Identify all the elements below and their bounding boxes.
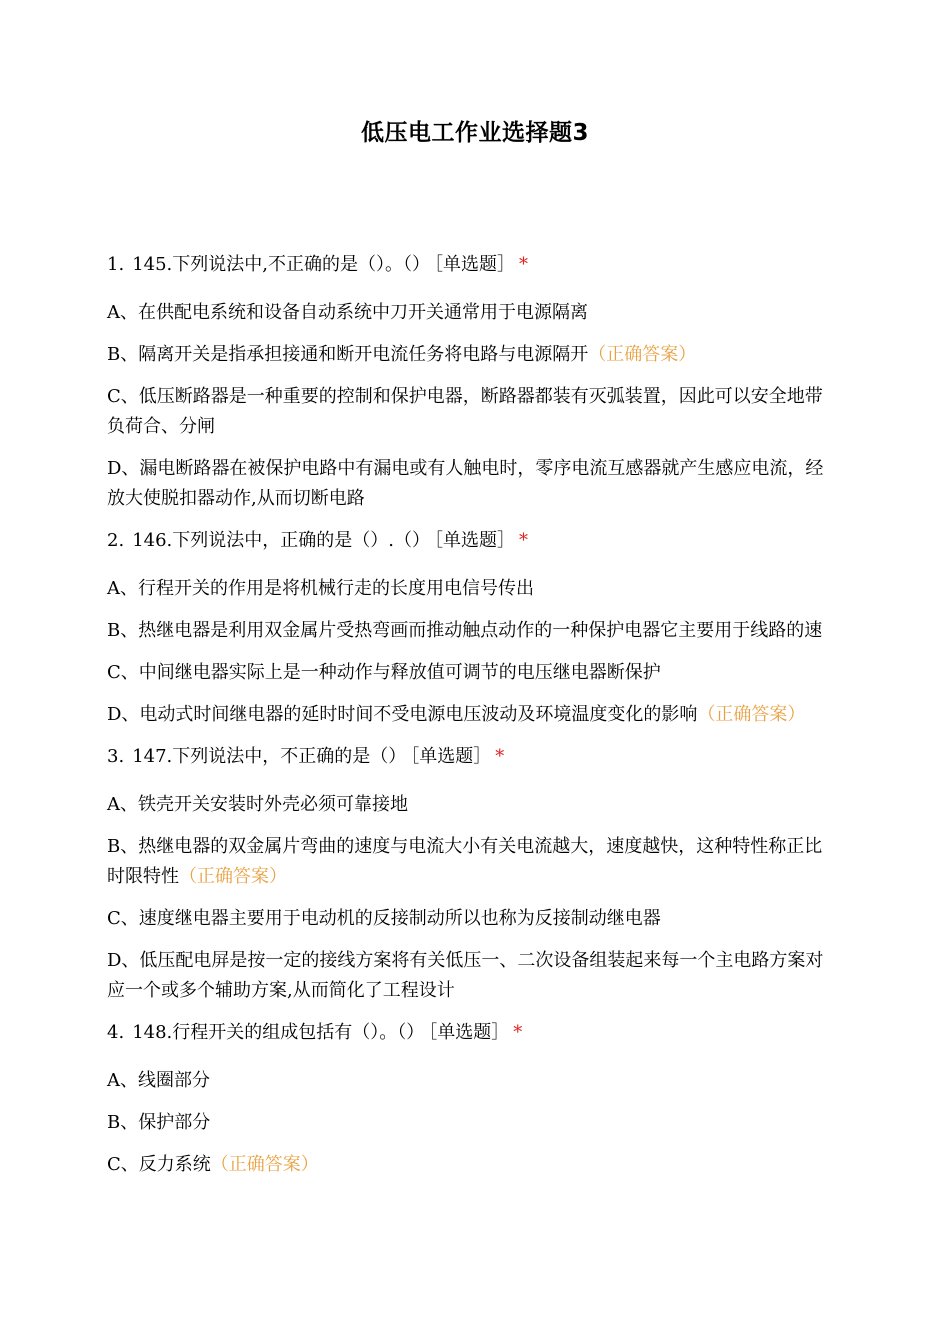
- question-number: 4.: [107, 1022, 125, 1043]
- question-type: ［单选题］: [428, 1022, 510, 1043]
- correct-answer-label: （正确答案）: [588, 344, 697, 365]
- option-a: A、铁壳开关安装时外壳必须可靠接地: [107, 794, 408, 815]
- question-text: 145.下列说法中,不正确的是（）。（）: [132, 254, 430, 275]
- option-a: A、行程开关的作用是将机械行走的长度用电信号传出: [107, 578, 534, 599]
- option-d: D、电动式时间继电器的延时时间不受电源电压波动及环境温度变化的影响（正确答案）: [107, 704, 806, 725]
- question-header: [107, 250, 837, 280]
- question-3: [107, 742, 837, 1006]
- option-a: A、在供配电系统和设备自动系统中刀开关通常用于电源隔离: [107, 302, 588, 323]
- question-type: ［单选题］: [410, 746, 492, 767]
- option-c: C、速度继电器主要用于电动机的反接制动所以也称为反接制动继电器: [107, 908, 661, 929]
- required-mark: *: [519, 254, 528, 275]
- question-2: [107, 526, 837, 730]
- option-c: C、中间继电器实际上是一种动作与释放值可调节的电压继电器断保护: [107, 662, 661, 683]
- question-header: [107, 742, 837, 772]
- option-c: C、反力系统（正确答案）: [107, 1154, 319, 1175]
- required-mark: *: [495, 746, 505, 767]
- question-header: [107, 1018, 837, 1048]
- option-d: D、低压配电屏是按一定的接线方案将有关低压一、二次设备组装起来每一个主电路方案对应一个或多个辅助方案,从而简化了工程设计: [107, 950, 824, 1001]
- option-b: B、保护部分: [107, 1112, 211, 1133]
- question-text: 148.行程开关的组成包括有（）。（）: [132, 1022, 425, 1043]
- correct-answer-label: （正确答案）: [179, 866, 287, 887]
- option-d: D、漏电断路器在被保护电路中有漏电或有人触电时，零序电流互感器就产生感应电流，经放大使脱扣器动作,从而切断电路: [107, 458, 824, 509]
- question-1: [107, 250, 837, 514]
- page-title: 低压电工作业选择题3: [360, 120, 589, 146]
- question-list: [107, 250, 837, 1192]
- option-a: A、线圈部分: [107, 1070, 210, 1091]
- option-b: B、热继电器是利用双金属片受热弯画而推动触点动作的一种保护电器它主要用于线路的速: [107, 620, 823, 641]
- question-number: 1.: [107, 254, 125, 275]
- option-b: B、热继电器的双金属片弯曲的速度与电流大小有关电流越大，速度越快，这种特性称正比时限特性（正确答案）: [107, 836, 823, 887]
- question-number: 2.: [107, 530, 125, 551]
- question-number: 3.: [107, 746, 125, 767]
- question-text: 146.下列说法中，正确的是（）.（）: [132, 530, 430, 551]
- correct-answer-label: （正确答案）: [210, 1154, 319, 1175]
- required-mark: *: [519, 530, 528, 551]
- question-header: [107, 526, 837, 556]
- option-c: C、低压断路器是一种重要的控制和保护电器，断路器都装有灭弧装置，因此可以安全地带负荷合、分闸: [107, 386, 823, 437]
- required-mark: *: [513, 1022, 523, 1043]
- question-type: ［单选题］: [434, 254, 515, 275]
- question-type: ［单选题］: [434, 530, 515, 551]
- question-text: 147.下列说法中，不正确的是（）: [132, 746, 407, 767]
- question-4: [107, 1018, 837, 1180]
- correct-answer-label: （正确答案）: [697, 704, 806, 725]
- option-b: B、隔离开关是指承担接通和断开电流任务将电路与电源隔开（正确答案）: [107, 344, 697, 365]
